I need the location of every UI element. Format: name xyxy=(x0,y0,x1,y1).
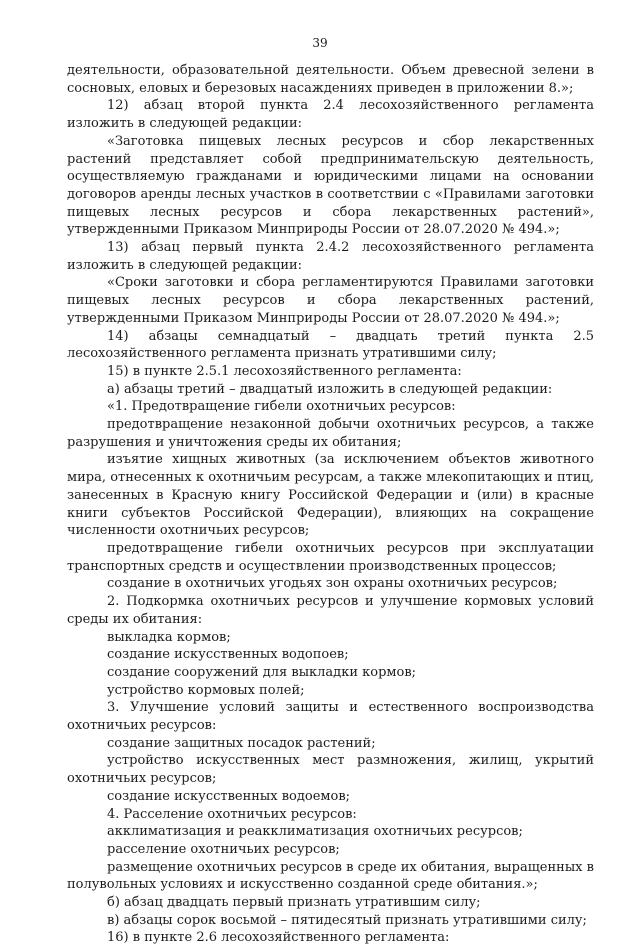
paragraph: размещение охотничьих ресурсов в среде их обитания, выращенных в полувольных условиях и искусственно созданной среде обитания.»; xyxy=(67,859,594,893)
paragraph: создание защитных посадок растений; xyxy=(107,735,376,751)
paragraph: устройство искусственных мест размножения, жилищ, укрытий охотничьих ресурсов; xyxy=(67,753,594,787)
paragraph: б) абзац двадцать первый признать утратившим силу; xyxy=(107,895,481,911)
paragraph: 13) абзац первый пункта 2.4.2 лесохозяйственного регламента изложить в следующей редакции: xyxy=(67,240,594,273)
paragraph: изъятие хищных животных (за исключением объектов животного мира, отнесенных к охотничьим ресурсам, а также млекопитающих и птиц, занесенных в Красную книгу Российской Федерации и (или) в красные книги субъектов Российской Федерации), влияющих на сокращение численности охотничьих ресурсов; xyxy=(67,452,594,539)
paragraph: акклиматизация и реакклиматизация охотничьих ресурсов; xyxy=(107,824,523,840)
paragraph: «Заготовка пищевых лесных ресурсов и сбор лекарственных растений представляет собой предпринимательскую деятельность, осуществляемую гражданами и юридическими лицами на основании договоров аренды лесных участков в соответствии с «Правилами заготовки пищевых лесных ресурсов и сбора лекарственных растений», утвержденными Приказом Минприроды России от 28.07.2020 № 494.»; xyxy=(67,133,594,238)
paragraph: «1. Предотвращение гибели охотничьих ресурсов: xyxy=(107,399,456,415)
paragraph: устройство кормовых полей; xyxy=(107,682,305,698)
paragraph: 16) в пункте 2.6 лесохозяйственного регламента: xyxy=(107,930,450,946)
document-body xyxy=(67,62,594,947)
page-number: 39 xyxy=(312,36,328,50)
paragraph: расселение охотничьих ресурсов; xyxy=(107,841,340,857)
paragraph: предотвращение гибели охотничьих ресурсов при эксплуатации транспортных средств и осуществлении производственных процессов; xyxy=(67,540,594,574)
paragraph: 4. Расселение охотничьих ресурсов: xyxy=(107,806,357,822)
paragraph: 3. Улучшение условий защиты и естественного воспроизводства охотничьих ресурсов: xyxy=(67,700,594,734)
paragraph: 2. Подкормка охотничьих ресурсов и улучшение кормовых условий среды их обитания: xyxy=(67,594,594,627)
paragraph: в) абзацы сорок восьмой – пятидесятый признать утратившими силу; xyxy=(107,912,587,928)
paragraph: деятельности, образовательной деятельности. Объем древесной зелени в сосновых, еловых и березовых насаждениях приведен в приложении 8.»; xyxy=(67,63,594,96)
paragraph: создание искусственных водоемов; xyxy=(107,788,351,804)
paragraph: 15) в пункте 2.5.1 лесохозяйственного регламента: xyxy=(107,363,462,379)
paragraph: 12) абзац второй пункта 2.4 лесохозяйственного регламента изложить в следующей редакции: xyxy=(67,98,594,132)
paragraph: «Сроки заготовки и сбора регламентируются Правилами заготовки пищевых лесных ресурсов и сбора лекарственных растений, утвержденными Приказом Минприроды России от 28.07.2020 № 494.»; xyxy=(67,275,594,326)
paragraph: создание искусственных водопоев; xyxy=(107,647,349,663)
paragraph: создание в охотничьих угодьях зон охраны охотничьих ресурсов; xyxy=(107,576,558,592)
paragraph: создание сооружений для выкладки кормов; xyxy=(107,664,417,680)
paragraph: выкладка кормов; xyxy=(107,629,231,645)
paragraph: а) абзацы третий – двадцатый изложить в следующей редакции: xyxy=(107,381,553,397)
paragraph: предотвращение незаконной добычи охотничьих ресурсов, а также разрушения и уничтожения среды их обитания; xyxy=(67,417,594,450)
paragraph: 14) абзацы семнадцатый – двадцать третий пункта 2.5 лесохозяйственного регламента признать утратившими силу; xyxy=(67,328,594,362)
